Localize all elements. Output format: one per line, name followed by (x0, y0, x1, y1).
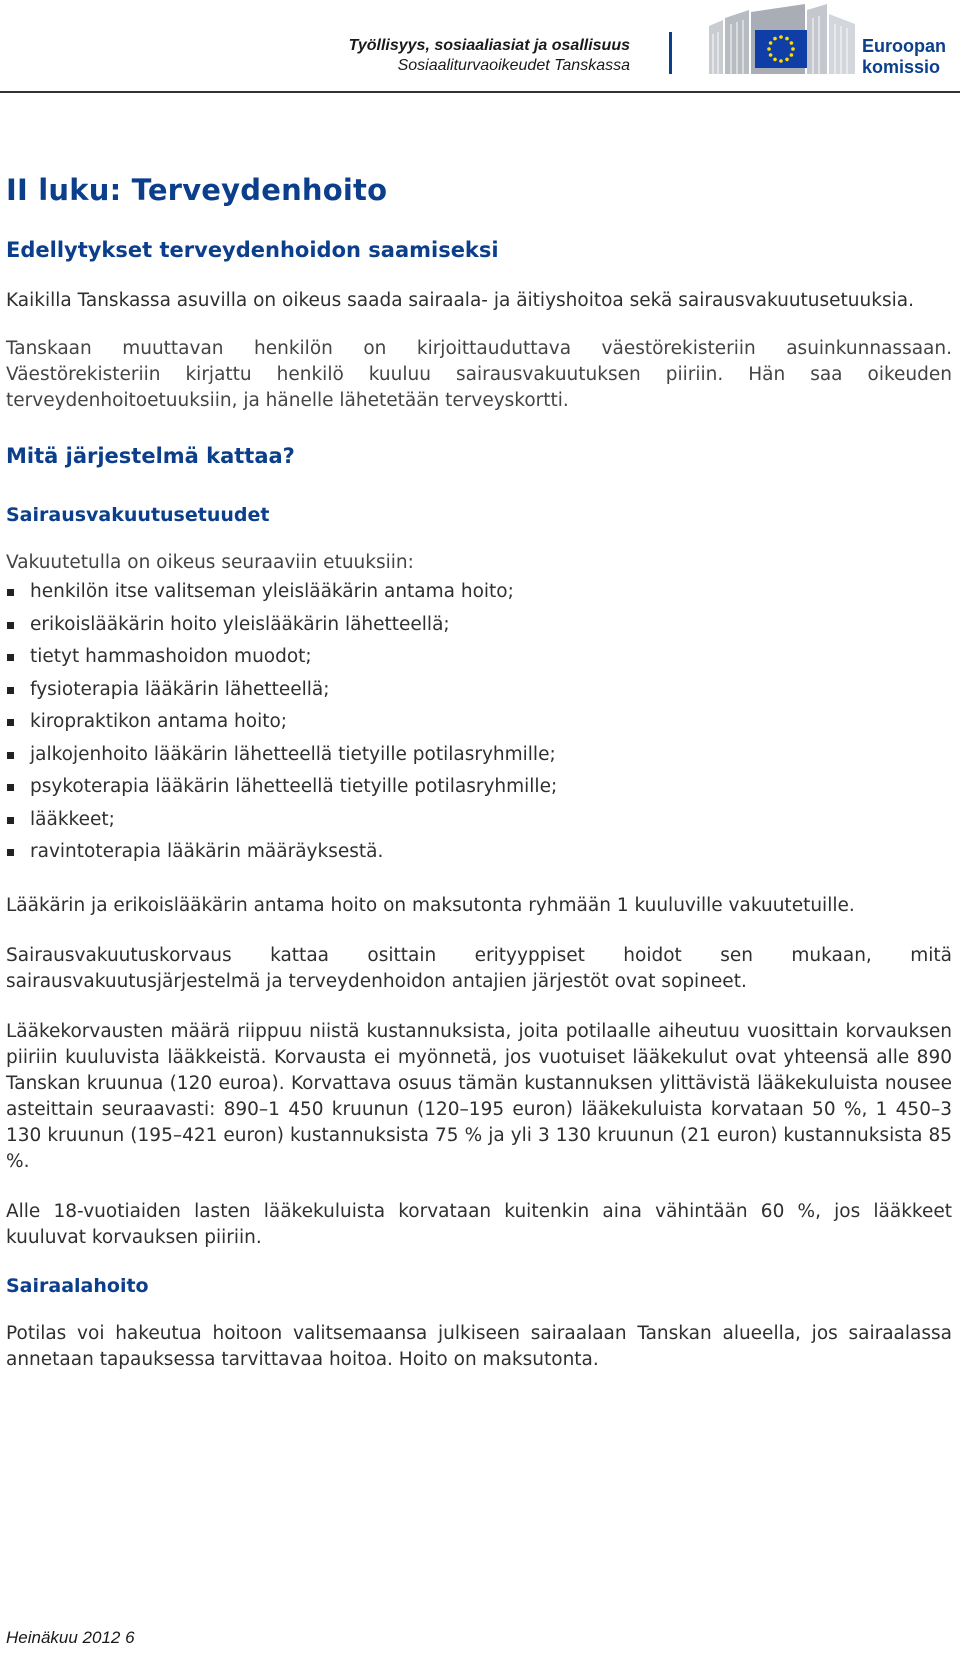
section-heading-conditions: Edellytykset terveydenhoidon saamiseksi (6, 238, 499, 262)
european-commission-logo-icon (709, 4, 859, 74)
subheading-sickness-benefits: Sairausvakuutusetuudet (6, 504, 270, 526)
list-item: psykoterapia lääkärin lähetteellä tietyille potilasryhmille; (6, 771, 952, 804)
section-heading-hospital-care: Sairaalahoito (6, 1274, 149, 1297)
list-item: fysioterapia lääkärin lähetteellä; (6, 674, 952, 707)
bullet-icon (7, 849, 14, 856)
paragraph-partial-reimbursement: Sairausvakuutuskorvaus kattaa osittain erityyppiset hoidot sen mukaan, mitä sairausvakuutusjärjestelmä ja terveydenhoidon antajien järjestöt ovat sopineet. (6, 944, 952, 992)
list-item: erikoislääkärin hoito yleislääkärin lähetteellä; (6, 609, 952, 642)
list-item: jalkojenhoito lääkärin lähetteellä tietyille potilasryhmille; (6, 739, 952, 772)
bullet-icon (7, 589, 14, 596)
list-item: kiropraktikon antama hoito; (6, 706, 952, 739)
list-item: henkilön itse valitseman yleislääkärin antama hoito; (6, 576, 952, 609)
header-rule (0, 91, 960, 93)
header-divider (669, 32, 672, 74)
benefits-list (6, 576, 952, 869)
paragraph-children-medicine: Alle 18-vuotiaiden lasten lääkekuluista korvataan kuitenkin aina vähintään 60 %, jos lääkkeet kuuluvat korvauksen piiriin. (6, 1200, 952, 1248)
bullet-icon (7, 784, 14, 791)
paragraph-free-care: Lääkärin ja erikoislääkärin antama hoito on maksutonta ryhmään 1 kuuluville vakuutetuille. (6, 894, 855, 916)
bullet-icon (7, 687, 14, 694)
paragraph-registration: Tanskaan muuttavan henkilön on kirjoittauduttava väestörekisteriin asuinkunnassaan. Väestörekisteriin kirjattu henkilö kuuluu sairausvakuutuksen piiriin. Hän saa oikeuden terveydenhoitoetuuksiin, ja hänelle lähetetään terveyskortti. (6, 338, 952, 411)
header-subtitle: Sosiaaliturvaoikeudet Tanskassa (397, 57, 630, 74)
section-heading-coverage: Mitä järjestelmä kattaa? (6, 444, 295, 468)
bullet-icon (7, 719, 14, 726)
page-footer: Heinäkuu 2012 6 (6, 1628, 135, 1647)
document-body (6, 170, 952, 1373)
bullet-icon (7, 752, 14, 759)
page-header (349, 36, 630, 76)
chapter-title: II luku: Terveydenhoito (6, 173, 388, 207)
bullet-icon (7, 654, 14, 661)
header-title: Työllisyys, sosiaaliasiat ja osallisuus (348, 37, 630, 54)
list-item: lääkkeet; (6, 804, 952, 837)
benefits-intro: Vakuutetulla on oikeus seuraaviin etuuksiin: (6, 552, 414, 573)
list-item: ravintoterapia lääkärin määräyksestä. (6, 836, 952, 869)
paragraph-medicine-reimbursement: Lääkekorvausten määrä riippuu niistä kustannuksista, joita potilaalle aiheutuu vuosittain korvauksen piiriin kuuluvista lääkkeistä. Korvausta ei myönnetä, jos vuotuiset lääkekulut ovat yhteensä alle 890 Tanskan kruunua (120 euroa). Korvattava osuus tämän kustannuksen ylittävistä lääkekuluista nousee asteittain seuraavasti: 890–1 450 kruunun (120–195 euron) lääkekuluista korvataan 50 %, 1 450–3 130 kruunun (195–421 euron) kustannuksista 75 % ja yli 3 130 kruunun (21 euron) kustannuksista 85 %. (6, 1020, 952, 1172)
bullet-icon (7, 817, 14, 824)
list-item: tietyt hammashoidon muodot; (6, 641, 952, 674)
logo-line2: komissio (862, 57, 941, 77)
logo-line1: Euroopan (862, 36, 946, 56)
logo-wordmark (862, 36, 946, 78)
paragraph-hospital-care: Potilas voi hakeutua hoitoon valitsemaansa julkiseen sairaalaan Tanskan alueella, jos sairaalassa annetaan tapauksessa tarvittavaa hoitoa. Hoito on maksutonta. (6, 1322, 952, 1370)
paragraph-eligibility: Kaikilla Tanskassa asuvilla on oikeus saada sairaala- ja äitiyshoitoa sekä sairausvakuutusetuuksia. (6, 290, 914, 311)
bullet-icon (7, 622, 14, 629)
